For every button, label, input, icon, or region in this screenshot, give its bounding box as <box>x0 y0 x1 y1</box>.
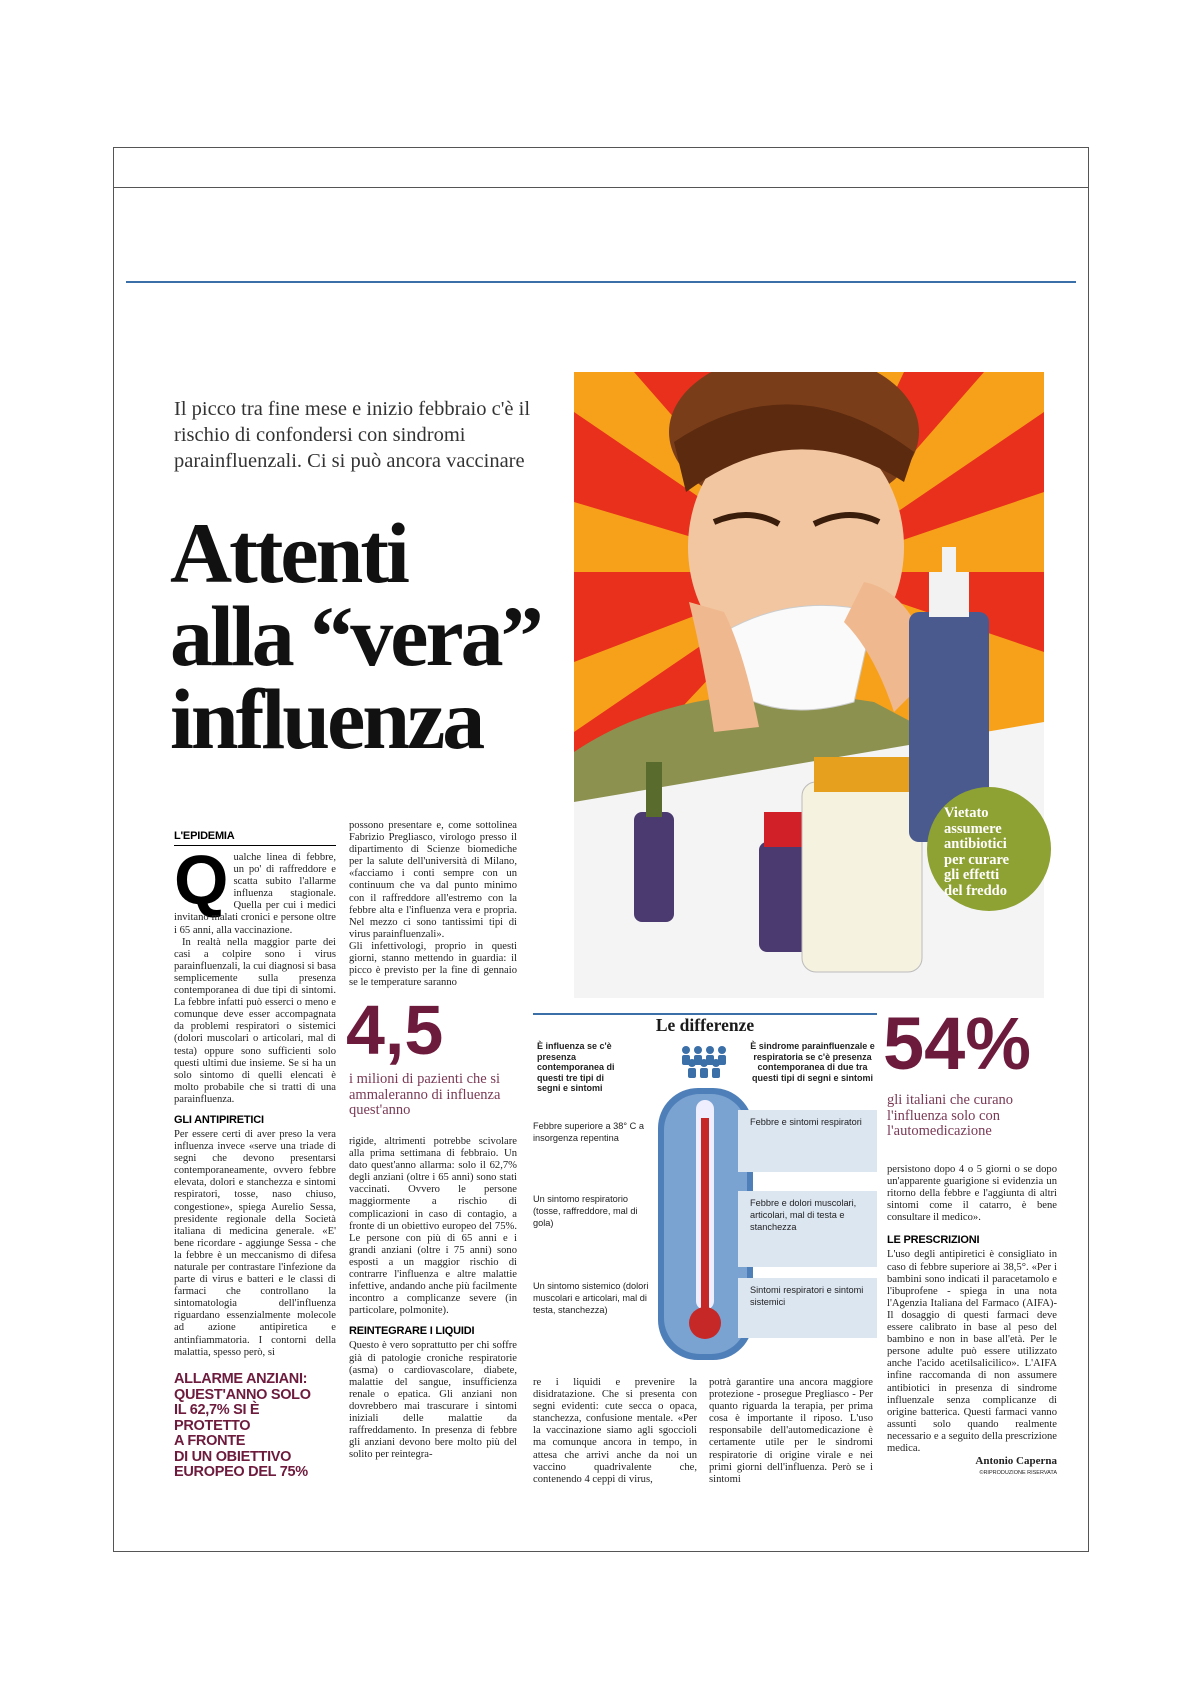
symptom-systemic: Un sintomo sistemico (dolori muscolari e articolari, mal di testa, stanchezza) <box>533 1281 649 1315</box>
paragraph: Questo è vero soprattutto per chi soffre già di patologie croniche respiratorie (asma) o cardiovascolare, diabete, malattie del sangue, insufficienza renale o epatica. Gli anziani non dovrebbero mai trascurare i sintomi iniziali delle malattie da raffreddamento. In presenza di febbre gli anziani devono bere molto più del solito per reintegra- <box>349 1340 517 1461</box>
pull-quote <box>174 1372 324 1481</box>
callout-badge <box>927 787 1051 911</box>
paragraph: In realtà nella maggior parte dei casi a colpire sono i virus parainfluenzali, la cui diagnosi si basa semplicemente sulla presenza contemporanea di due tipi di sintomi. La febbre infatti può esserci o meno e comunque deve esser accompagnata da problemi respiratori o sistemici (dolori muscolari o articolari, mal di testa) oppure sono sufficienti solo questi ultimi due insieme. Se si ha un solo sintomo di quelli elencati è molto probabile che si tratti di una parainfluenza. <box>174 936 336 1105</box>
headline-line: influenza <box>170 671 483 767</box>
paragraph: rigide, altrimenti potrebbe scivolare alla prima settimana di febbraio. Un dato quest'anno allarma: solo il 62,7% degli anziani (oltre i 65 anni) sono stati vaccinati. Ovvero le persone maggiormente a rischio di complicazioni in caso di contagio, a fronte di un obiettivo europeo del 75%. Le persone con più di 65 anni e i grandi anziani (oltre i 75 anni) sono esposti a un maggior rischio di contrarre l'influenza e altre malattie infettive, andando anche più facilmente incontro a complicanze severe (in particolare, polmonite). <box>349 1136 517 1317</box>
stat-number: 4,5 <box>346 991 444 1069</box>
pull-quote-line: QUEST'ANNO SOLO <box>174 1386 311 1403</box>
badge-line: del freddo <box>944 882 1007 899</box>
section-rule <box>126 281 1076 283</box>
headline-line: Attenti <box>170 505 407 601</box>
paragraph: persistono dopo 4 o 5 giorni o se dopo un'apparente guarigione si evidenzia un ritorno della febbre e l'aggiunta di altri sintomi come il catarro, è bene consultare il medico». <box>887 1164 1057 1224</box>
section-heading: GLI ANTIPIRETICI <box>174 1113 264 1126</box>
paragraph: L'uso degli antipiretici è consigliato in caso di febbre superiore ai 38,5°. «Per i bambini sono indicati il paracetamolo e l'ibuprofene - spiega in una nota l'Agenzia Italiana del Farmaco (AIFA)- Il dosaggio di questi farmaci deve essere calibrato in base al peso del bambino e non in base all'età. Per le persone adulte può essere utilizzato anche l'acido acetilsalicilico». L'AIFA infine raccomanda di non assumere antibiotici in presenza di sindrome influenzale senza complicanze di origine batterica. Questi farmaci vanno assunti solo quando realmente necessario e a seguito della prescrizione medica. <box>887 1249 1057 1454</box>
header-rule <box>113 187 1089 188</box>
badge-line: antibiotici <box>944 836 1007 852</box>
combo-fever-pain: Febbre e dolori muscolari, articolari, mal di testa e stanchezza <box>738 1191 877 1267</box>
pull-quote-line: DI UN OBIETTIVO <box>174 1448 292 1465</box>
combo-respiratory-systemic: Sintomi respiratori e sintomi sistemici <box>738 1278 877 1338</box>
section-heading: L'EPIDEMIA <box>174 830 235 842</box>
symptom-respiratory: Un sintomo respiratorio (tosse, raffreddore, mal di gola) <box>533 1194 638 1228</box>
paragraph: possono presentare e, come sottolinea Fabrizio Pregliasco, virologo presso il dipartimento di Scienze biomediche per la salute dell'università di Milano, «facciamo i conti sempre con un continuum che va dal punto minimo con il raffreddore all'estremo con la febbre alta e l'influenza vera e propria. Nel mezzo ci sono tantissimi tipi di virus parainfluenzali». <box>349 820 517 940</box>
paragraph <box>174 841 336 937</box>
influenza-criteria-heading: È influenza se c'è presenza contemporanea di questi tre tipi di segni e sintomi <box>537 1041 615 1093</box>
paragraph-text: ualche linea di febbre, un po' di raffreddore e scatta subito l'allarme influenza stagionale. Quella per cui i medici invitano malati cronici e persone oltre i 65 anni, alla vaccinazione. <box>174 852 336 936</box>
parainfluenza-criteria-heading: È sindrome parainfluenzale e respiratoria se c'è presenza contemporanea di due tra questi tipi di segni e sintomi <box>750 1041 875 1083</box>
author-signature: Antonio Caperna <box>975 1455 1057 1468</box>
badge-line: Vietato <box>944 805 989 821</box>
paragraph: Per essere certi di aver preso la vera influenza invece «serve una triade di segni che devono presentarsi contemporaneamente, ovvero febbre elevata, dolori e stanchezza e sintomi respiratori, tosse, naso chiuso, congestione», spiega Aurelio Sessa, presidente regionale della Società italiana di medicina generale. «E' bene ricordare - aggiunge Sessa - che la febbre è un meccanismo di difesa naturale per contrastare l'infezione da parte di virus e batteri e le classi di farmaci che controllano la sintomatologia dell'influenza riguardano essenzialmente molecole ad azione antipiretica e antinfiammatoria. I contorni della malattia, spesso però, si <box>174 1128 336 1358</box>
badge-line: assumere <box>944 820 1002 837</box>
drop-cap: Q <box>174 841 229 919</box>
badge-line: gli effetti <box>944 867 1000 883</box>
pull-quote-line: A FRONTE <box>174 1433 246 1449</box>
section-heading: REINTEGRARE I LIQUIDI <box>349 1325 475 1338</box>
copyright-notice: ©RIPRODUZIONE RISERVATA <box>979 1470 1057 1477</box>
article-column-5 <box>887 1164 1057 1479</box>
article-column-2 <box>349 820 517 989</box>
pull-quote-line: IL 62,7% SI È PROTETTO <box>174 1402 260 1434</box>
article-column-2b <box>349 1136 517 1461</box>
stat-number: 54% <box>883 1002 1032 1085</box>
combo-fever-respiratory: Febbre e sintomi respiratori <box>738 1110 877 1172</box>
differences-infographic <box>533 1013 877 1368</box>
stat-caption: gli italiani che curano l'influenza solo con l'automedicazione <box>887 1092 1014 1139</box>
symptom-fever: Febbre superiore a 38° C a insorgenza repentina <box>533 1121 644 1143</box>
people-group-icon <box>676 1043 734 1079</box>
article-column-4: potrà garantire una ancora maggiore protezione - prosegue Pregliasco - Per quanto riguarda la terapia, per prima cosa è importante il riposo. L'uso responsabile dell'automedicazione è certamente utile per le sindromi respiratorie di origine virale e nei primi giorni dell'influenza. Però se i sintomi <box>709 1377 873 1485</box>
subheadline: Il picco tra fine mese e inizio febbraio c'è il rischio di confondersi con sindromi parainfluenzali. Ci si può ancora vaccinare <box>174 398 531 472</box>
section-heading: LE PRESCRIZIONI <box>887 1234 980 1247</box>
headline-line: alla “vera” <box>170 588 541 684</box>
paragraph: Gli infettivologi, proprio in questi giorni, stanno mettendo in guardia: il picco è previsto per la fine di gennaio se le temperature saranno <box>349 940 517 989</box>
infographic-title: Le differenze <box>533 1013 877 1036</box>
pull-quote-line: EUROPEO DEL 75% <box>174 1464 308 1480</box>
headline <box>170 505 580 767</box>
pull-quote-line: ALLARME ANZIANI: <box>174 1371 308 1387</box>
stat-caption: i milioni di pazienti che si ammaleranno di influenza quest'anno <box>349 1071 501 1118</box>
badge-line: per curare <box>944 851 1010 868</box>
article-column-1 <box>174 826 336 1359</box>
article-column-3: re i liquidi e prevenire la disidratazione. Che si presenta con segni evidenti: cute secca o opaca, stanchezza, confusione mentale. «Per la vaccinazione siamo agli sgoccioli ma comunque ancora in tempo, in attesa che arrivi anche da noi un vaccino quadrivalente che, contenendo 4 ceppi di virus, <box>533 1377 697 1485</box>
